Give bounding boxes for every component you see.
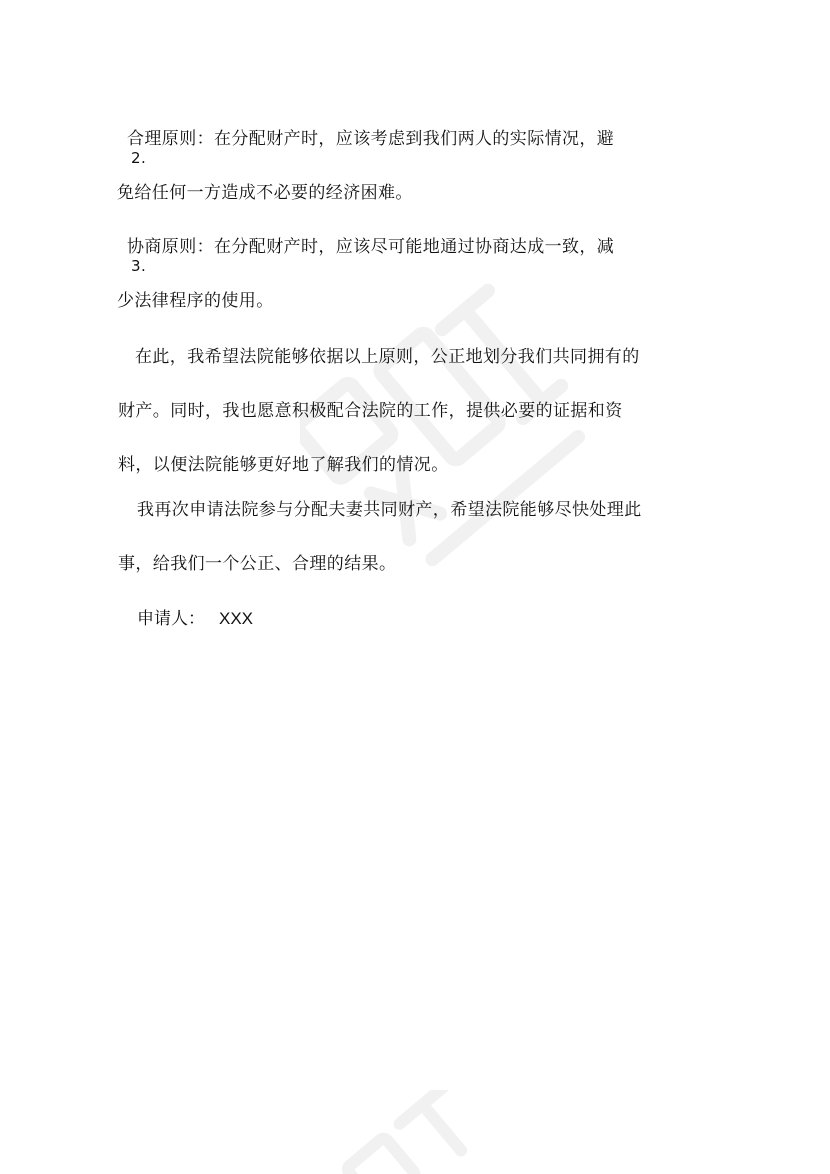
applicant-name: XXX (219, 609, 254, 628)
paragraph-text: 理原则：在分配财产时，应该考虑到我们两人的实际情况，避 (144, 129, 615, 149)
paragraph-line: 在此，我希望法院能够依据以上原则，公正地划分我们共同拥有的 (135, 347, 640, 367)
list-marker (127, 237, 147, 275)
applicant-signature (137, 592, 253, 646)
paragraph-text: 商原则：在分配财产时，应该尽可能地通过协商达成一致，减 (144, 237, 615, 257)
list-marker (127, 129, 147, 167)
closing-paragraph (118, 483, 727, 591)
principle-negotiation-paragraph (117, 220, 717, 328)
principle-reasonable-paragraph (117, 112, 717, 220)
applicant-label: 申请人： (137, 609, 205, 629)
watermark-graphic-bottom (330, 1090, 500, 1174)
list-number: 2. (131, 149, 147, 167)
paragraph-line (127, 112, 717, 166)
list-marker-char: 协 (127, 237, 145, 257)
paragraph-line: 我再次申请法院参与分配夫妻共同财产，希望法院能够尽快处理此 (137, 500, 642, 520)
list-number: 3. (131, 257, 147, 275)
request-paragraph (118, 330, 725, 492)
paragraph-line: 免给任何一方造成不必要的经济困难。 (117, 183, 413, 203)
paragraph-line: 少法律程序的使用。 (117, 291, 274, 311)
paragraph-line: 事，给我们一个公正、合理的结果。 (118, 554, 397, 574)
paragraph-line (127, 220, 717, 274)
list-marker-char: 合 (127, 129, 145, 149)
paragraph-line: 财产。同时，我也愿意积极配合法院的工作，提供必要的证据和资 (118, 401, 623, 421)
paragraph-line: 料，以便法院能够更好地了解我们的情况。 (118, 455, 449, 475)
